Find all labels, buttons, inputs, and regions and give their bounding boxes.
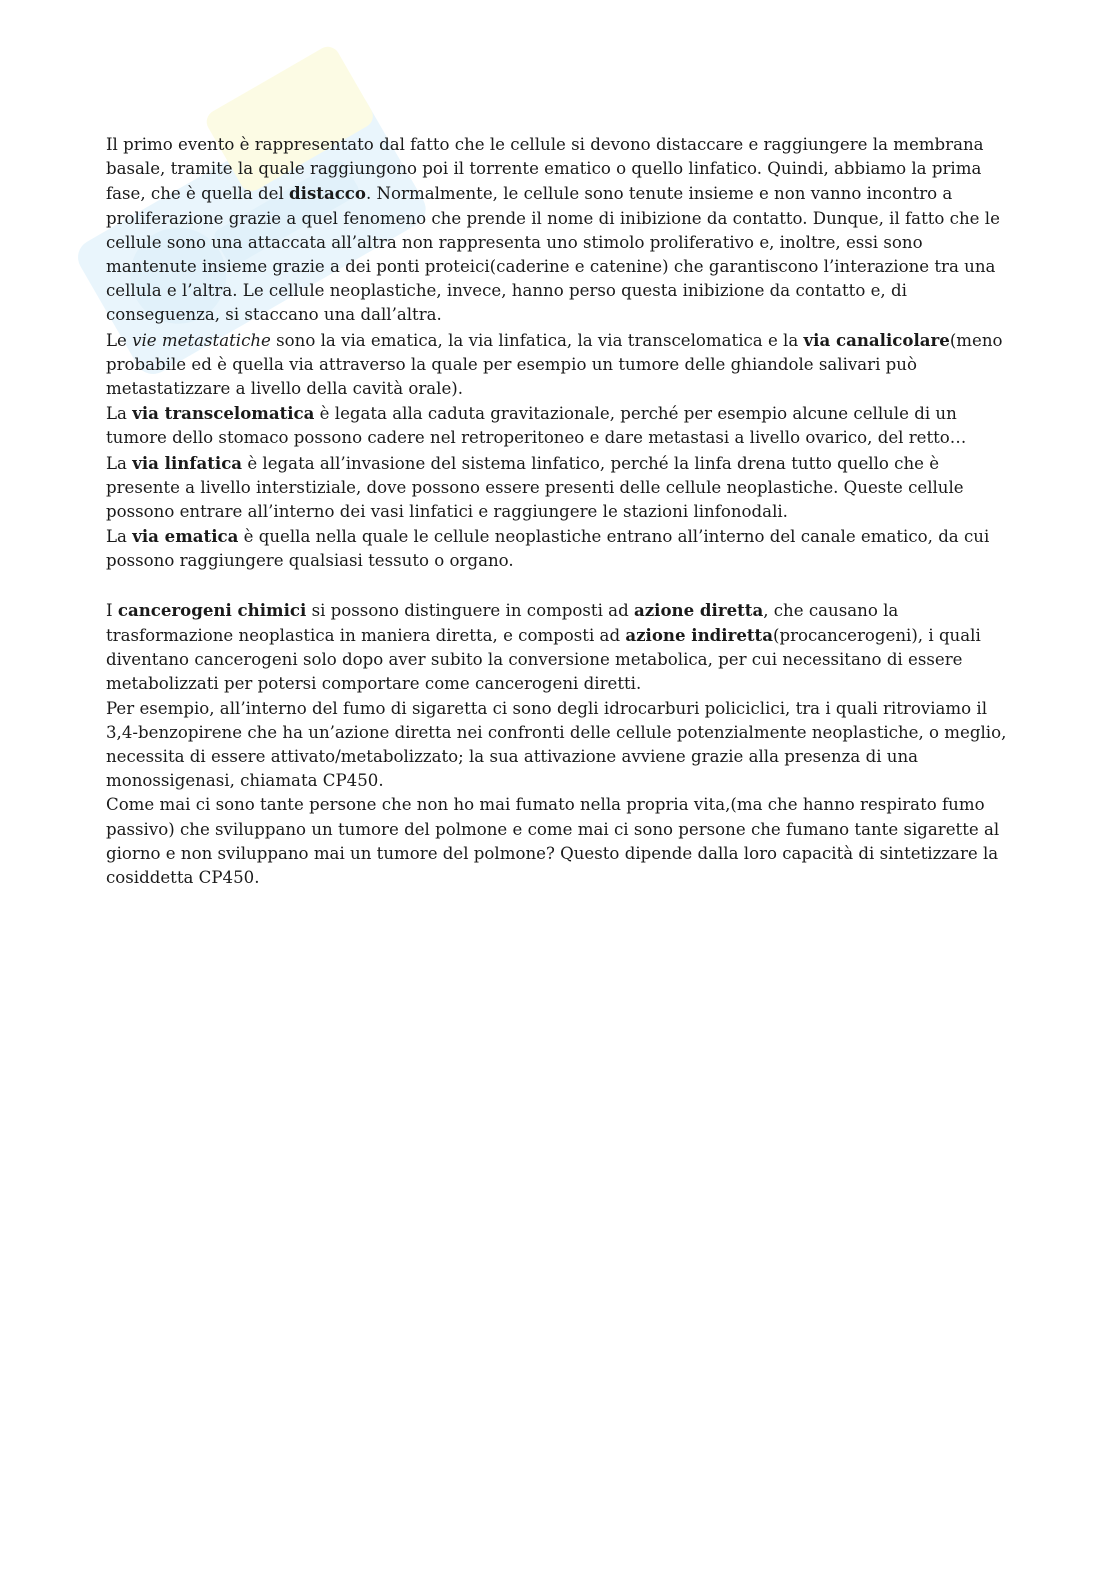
bold-term: cancerogeni chimici xyxy=(117,599,307,620)
text-run: La xyxy=(106,453,133,473)
text-run: . Normalmente, le cellule sono tenute insieme e non vanno incontro a proliferazione grazie a quel fenomeno che prende il nome di inibizione da contatto. Dunque, il fatto che le cellule sono una attaccata all’altra non rappresenta uno stimolo proliferativo e, inoltre, essi sono mantenute insieme grazie a dei ponti proteici(caderine e catenine) che garantiscono l’interazione tra una cellula e l’altra. Le cellule neoplastiche, invece, hanno perso questa inibizione da contatto e, di conseguenza, si staccano una dall’altra. xyxy=(106,184,1000,325)
paragraph-via-linfatica xyxy=(106,451,1011,525)
text-run: (meno probabile ed è quella via attraverso la quale per esempio un tumore delle ghiandole salivari può metastatizzare a livello della cavità orale). xyxy=(106,330,1003,399)
paragraph-via-ematica xyxy=(106,524,1011,573)
bold-term: via transcelomatica xyxy=(132,403,315,424)
text-run: è legata alla caduta gravitazionale, perché per esempio alcune cellule di un tumore dello stomaco possono cadere nel retroperitoneo e dare metastasi a livello ovarico, del retto… xyxy=(106,404,967,448)
text-run: Il primo evento è rappresentato dal fatto che le cellule si devono distaccare e raggiungere la membrana basale, tramite la quale raggiungono poi il torrente ematico o quello linfatico. Quindi, abbiamo la prima fase, che è quella del xyxy=(106,135,984,204)
italic-term: vie metastatiche xyxy=(132,330,271,350)
text-run: Per esempio, all’interno del fumo di sigaretta ci sono degli idrocarburi policiclici, tra i quali ritroviamo il 3,4-benzopirene che ha un’azione diretta nei confronti delle cellule potenzialmente neoplastiche, o meglio, necessita di essere attivato/metabolizzato; la sua attivazione avviene grazie alla presenza di una monossigenasi, chiamata CP450. xyxy=(106,698,1007,791)
paragraph-cancerogeni-chimici xyxy=(106,598,1011,697)
bold-term: via linfatica xyxy=(132,452,243,473)
text-run: (procancerogeni), i quali diventano cancerogeni solo dopo aver subito la conversione metabolica, per cui necessitano di essere metabolizzati per potersi comportare come cancerogeni diretti. xyxy=(106,626,981,694)
bold-term: azione indiretta xyxy=(625,625,773,646)
bold-term: distacco xyxy=(289,183,366,204)
paragraph-domanda-polmone xyxy=(106,793,1011,890)
text-run: La xyxy=(106,527,133,547)
text-run: sono la via ematica, la via linfatica, la via transcelomatica e la xyxy=(270,330,804,350)
paragraph-blank xyxy=(106,574,1011,598)
document-body xyxy=(106,133,1011,890)
bold-term: azione diretta xyxy=(633,599,764,620)
text-run: La xyxy=(106,404,133,424)
text-run: è quella nella quale le cellule neoplastiche entrano all’interno del canale ematico, da cui possono raggiungere qualsiasi tessuto o organo. xyxy=(106,527,990,571)
paragraph-fumo-sigaretta xyxy=(106,697,1011,794)
text-run: Le xyxy=(106,330,133,350)
bold-term: via canalicolare xyxy=(803,329,950,350)
text-run: è legata all’invasione del sistema linfatico, perché la linfa drena tutto quello che è presente a livello interstiziale, dove possono essere presenti delle cellule neoplastiche. Queste cellule possono entrare all’interno dei vasi linfatici e raggiungere le stazioni linfonodali. xyxy=(106,453,964,522)
paragraph-vie-metastatiche xyxy=(106,328,1011,402)
bold-term: via ematica xyxy=(132,526,239,547)
text-run: Come mai ci sono tante persone che non ho mai fumato nella propria vita,(ma che hanno respirato fumo passivo) che sviluppano un tumore del polmone e come mai ci sono persone che fumano tante sigarette al giorno e non sviluppano mai un tumore del polmone? Questo dipende dalla loro capacità di sintetizzare la cosiddetta CP450. xyxy=(106,795,1000,888)
paragraph-via-transcelomatica xyxy=(106,401,1011,450)
text-run: I xyxy=(106,600,118,620)
text-run: , che causano la trasformazione neoplastica in maniera diretta, e composti ad xyxy=(106,600,899,646)
paragraph-distacco xyxy=(106,133,1011,328)
text-run: si possono distinguere in composti ad xyxy=(306,600,634,620)
